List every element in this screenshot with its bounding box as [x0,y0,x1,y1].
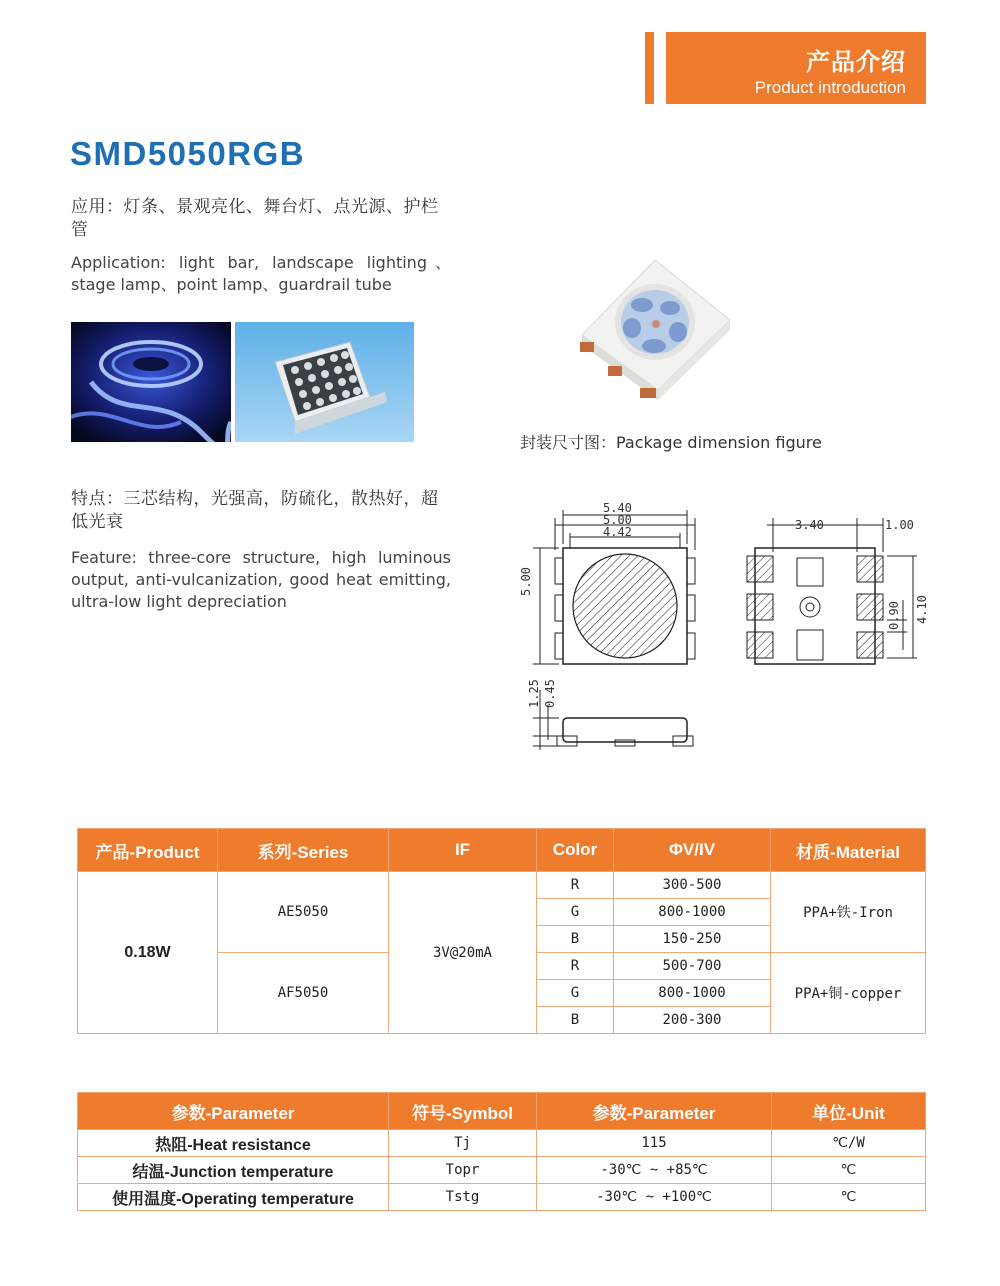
value-cell: 800-1000 [614,899,771,926]
table-row [78,1157,926,1184]
param-value: -30℃ ~ +85℃ [537,1157,772,1184]
feature-cn: 特点：三芯结构，光强高，防硫化，散热好，超低光衰 [71,489,439,532]
color-cell: G [537,899,614,926]
material-cell: PPA+铁-Iron [771,872,926,953]
header-parameter-value: 参数-Parameter [537,1093,772,1130]
value-cell: 800-1000 [614,980,771,1007]
param-name: 使用温度-Operating temperature [78,1184,389,1211]
header-title-en: Product introduction [754,78,906,97]
value-cell: 150-250 [614,926,771,953]
param-value: 115 [537,1130,772,1157]
spec-table-header-row [78,829,926,872]
color-cell: R [537,953,614,980]
header-color: Color [537,829,614,872]
value-cell: 500-700 [614,953,771,980]
color-cell: B [537,926,614,953]
param-symbol: Topr [389,1157,537,1184]
application-cn: 应用：灯条、景观亮化、舞台灯、点光源、护栏管 [71,197,439,240]
series-cell: AF5050 [218,953,389,1034]
product-title: SMD5050RGB [70,135,306,172]
material-cell: PPA+铜-copper [771,953,926,1034]
product-cell: 0.18W [78,872,218,1034]
dim-0-90: 0.90 [887,601,901,630]
param-name: 结温-Junction temperature [78,1157,389,1184]
value-cell: 300-500 [614,872,771,899]
param-symbol: Tstg [389,1184,537,1211]
param-unit: ℃/W [772,1130,926,1157]
dim-1-25: 1.25 [527,679,541,708]
spec-table [77,828,926,1034]
package-dimension-drawing [515,500,935,762]
param-unit: ℃ [772,1157,926,1184]
param-unit: ℃ [772,1184,926,1211]
header-symbol: 符号-Symbol [389,1093,537,1130]
dim-5-00-side: 5.00 [519,567,533,596]
param-value: -30℃ ~ +100℃ [537,1184,772,1211]
series-cell: AE5050 [218,872,389,953]
header-product: 产品-Product [78,829,218,872]
dim-4-42: 4.42 [603,525,632,539]
dim-1-00: 1.00 [885,518,914,532]
table-row [78,872,926,899]
light-strip-photo [71,322,231,442]
color-cell: G [537,980,614,1007]
color-cell: R [537,872,614,899]
dim-5-00-top: 5.00 [603,513,632,527]
application-en: Application: light bar, landscape lighting、 stage lamp、point lamp、guardrail tube [71,253,451,294]
dim-5-40: 5.40 [603,501,632,515]
package-caption: 封装尺寸图：Package dimension figure [520,433,822,452]
table-row [78,1130,926,1157]
header-if: IF [389,829,537,872]
header-banner [666,32,926,104]
dim-4-10: 4.10 [915,595,929,624]
led-chip-image [570,250,740,410]
header-material: 材质-Material [771,829,926,872]
parameter-table [77,1092,926,1211]
value-cell: 200-300 [614,1007,771,1034]
table-row [78,1184,926,1211]
param-name: 热阻-Heat resistance [78,1130,389,1157]
feature-en: Feature: three-core structure, high luminous output, anti-vulcanization, good heat emitting, ultra-low light depreciation [71,548,451,611]
header-luminous: ΦV/IV [614,829,771,872]
dim-0-45: 0.45 [543,679,557,708]
parameter-table-header-row [78,1093,926,1130]
header-accent-bar [645,32,654,104]
header-series: 系列-Series [218,829,389,872]
param-symbol: Tj [389,1130,537,1157]
dim-3-40: 3.40 [795,518,824,532]
if-cell: 3V@20mA [389,872,537,1034]
header-parameter: 参数-Parameter [78,1093,389,1130]
header-unit: 单位-Unit [772,1093,926,1130]
flood-light-photo [235,322,414,442]
color-cell: B [537,1007,614,1034]
header-title-cn: 产品介绍 [806,48,906,76]
